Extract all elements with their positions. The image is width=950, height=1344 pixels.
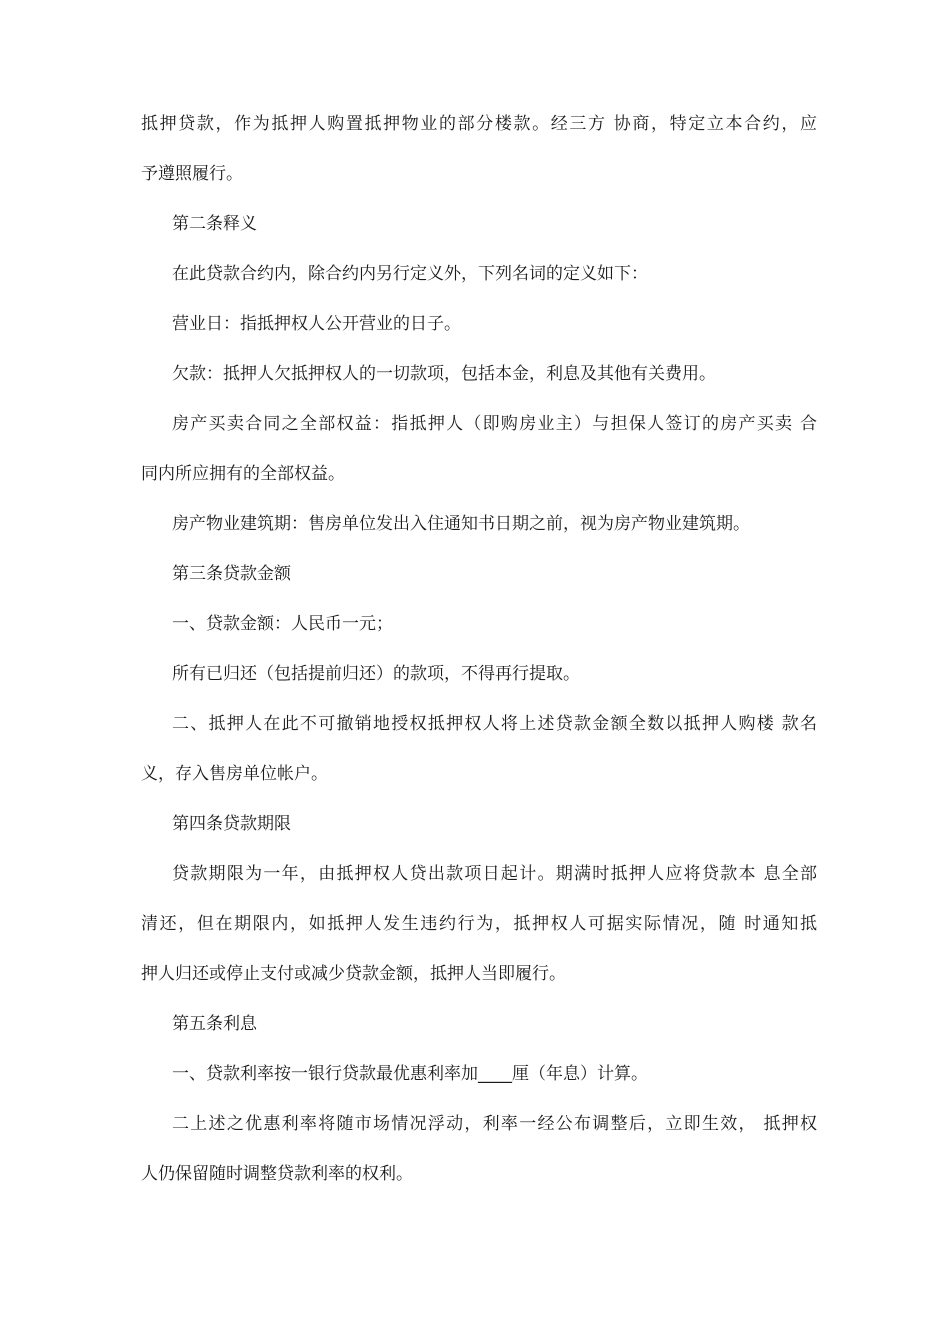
section-heading: 第五条利息 (172, 1014, 257, 1034)
text-line: 贷款期限为一年，由抵押权人贷出款项日起计。期满时抵押人应将贷款本 息全部 (172, 864, 817, 884)
section-heading: 第四条贷款期限 (172, 814, 291, 834)
text-line: 二上述之优惠利率将随市场情况浮动，利率一经公布调整后，立即生效， 抵押权 (172, 1114, 817, 1134)
text-line: 营业日：指抵押权人公开营业的日子。 (172, 314, 461, 334)
text-line: 欠款：抵押人欠抵押权人的一切款项，包括本金，利息及其他有关费用。 (172, 364, 716, 384)
text-line: 抵押贷款，作为抵押人购置抵押物业的部分楼款。经三方 协商，特定立本合约，应 (141, 114, 817, 134)
document-body (141, 112, 817, 1187)
text-line: 清还，但在期限内，如抵押人发生违约行为，抵押权人可据实际情况，随 时通知抵 (141, 914, 817, 934)
section-heading: 第三条贷款金额 (172, 564, 291, 584)
text-line: 义，存入售房单位帐户。 (141, 764, 328, 784)
text-line: 一、贷款利率按一银行贷款最优惠利率加____厘（年息）计算。 (172, 1064, 648, 1084)
text-line: 人仍保留随时调整贷款利率的权利。 (141, 1164, 413, 1184)
text-line: 二、抵押人在此不可撤销地授权抵押权人将上述贷款金额全数以抵押人购楼 款名 (172, 714, 817, 734)
text-line: 予遵照履行。 (141, 164, 243, 184)
text-line: 房产物业建筑期：售房单位发出入住通知书日期之前，视为房产物业建筑期。 (172, 514, 750, 534)
text-line: 在此贷款合约内，除合约内另行定义外，下列名词的定义如下： (172, 264, 648, 284)
section-heading: 第二条释义 (172, 214, 257, 234)
text-line: 房产买卖合同之全部权益：指抵押人（即购房业主）与担保人签订的房产买卖 合 (172, 414, 817, 434)
text-line: 所有已归还（包括提前归还）的款项，不得再行提取。 (172, 664, 580, 684)
text-line: 押人归还或停止支付或减少贷款金额，抵押人当即履行。 (141, 964, 566, 984)
text-line: 一、贷款金额：人民币一元； (172, 614, 393, 634)
text-line: 同内所应拥有的全部权益。 (141, 464, 345, 484)
